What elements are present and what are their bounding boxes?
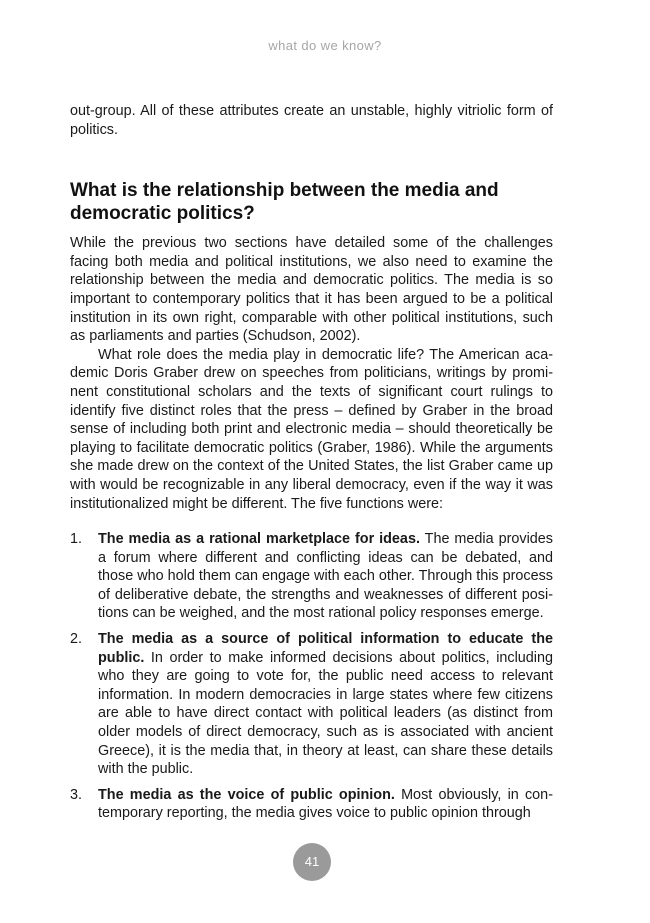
list-item: [70, 630, 553, 779]
list-item-lead: The media as a rational marketplace for ideas.: [98, 531, 420, 548]
section-paragraph-2: What role does the media play in democratic life? The American academic Doris Graber drew on speeches from politicians, writings by prominent constitutional scholars and the texts of significant court rulings to identify five distinct roles that the press – defined by Graber in the broad sense of including both print and electronic media – should theoretically be playing to facilitate democratic politics (Graber, 1986). While the arguments she made drew on the context of the United States, the list Graber came up with would be recognizable in any liberal democracy, even if the way it was institutionalized might be different. The five functions were:: [70, 346, 553, 512]
functions-list: [70, 530, 553, 823]
page-number-badge: 41: [293, 843, 331, 881]
list-item-text: In order to make informed decisions about politics, including who they are going to vote for, the public need access to relevant information. In modern democracies in large states where few citizens are able to have direct contact with political leaders (as distinct from older models of direct democracy, such as is associated with ancient Greece), it is the media that, in theory at least, can share these details with the public.: [98, 649, 553, 778]
page-body: [70, 102, 553, 830]
list-item-number: 3.: [70, 786, 83, 803]
section-heading: What is the relationship between the media and democratic politics?: [70, 180, 499, 225]
running-head: what do we know?: [268, 38, 382, 53]
section-paragraph-1: While the previous two sections have detailed some of the challenges facing both media and political institutions, we also need to examine the relationship between the media and democratic politics. The media is so important to contemporary politics that it has been argued to be a political institution in its own right, comparable with other political institutions, such as parliaments and parties (Schudson, 2002).: [70, 235, 553, 345]
list-item-text: Most obviously, in contemporary reporting, the media gives voice to public opinion through: [98, 786, 553, 822]
list-item-lead: The media as a source of political information to educate the public.: [98, 631, 553, 666]
list-item-number: 1.: [70, 531, 83, 548]
list-item-lead: The media as the voice of public opinion.: [98, 786, 395, 803]
list-item-number: 2.: [70, 631, 83, 648]
list-item-text: The media provides a forum where different and conflicting ideas can be debated, and those who hold them can engage with each other. Through this process of deliberative debate, the strengths and weaknesses of different positions can be weighed, and the most rational policy responses emerge.: [98, 531, 553, 622]
list-item: [70, 530, 553, 623]
intro-continuation: out-group. All of these attributes create an unstable, highly vitriolic form of politics.: [70, 103, 553, 138]
list-item: [70, 786, 553, 823]
